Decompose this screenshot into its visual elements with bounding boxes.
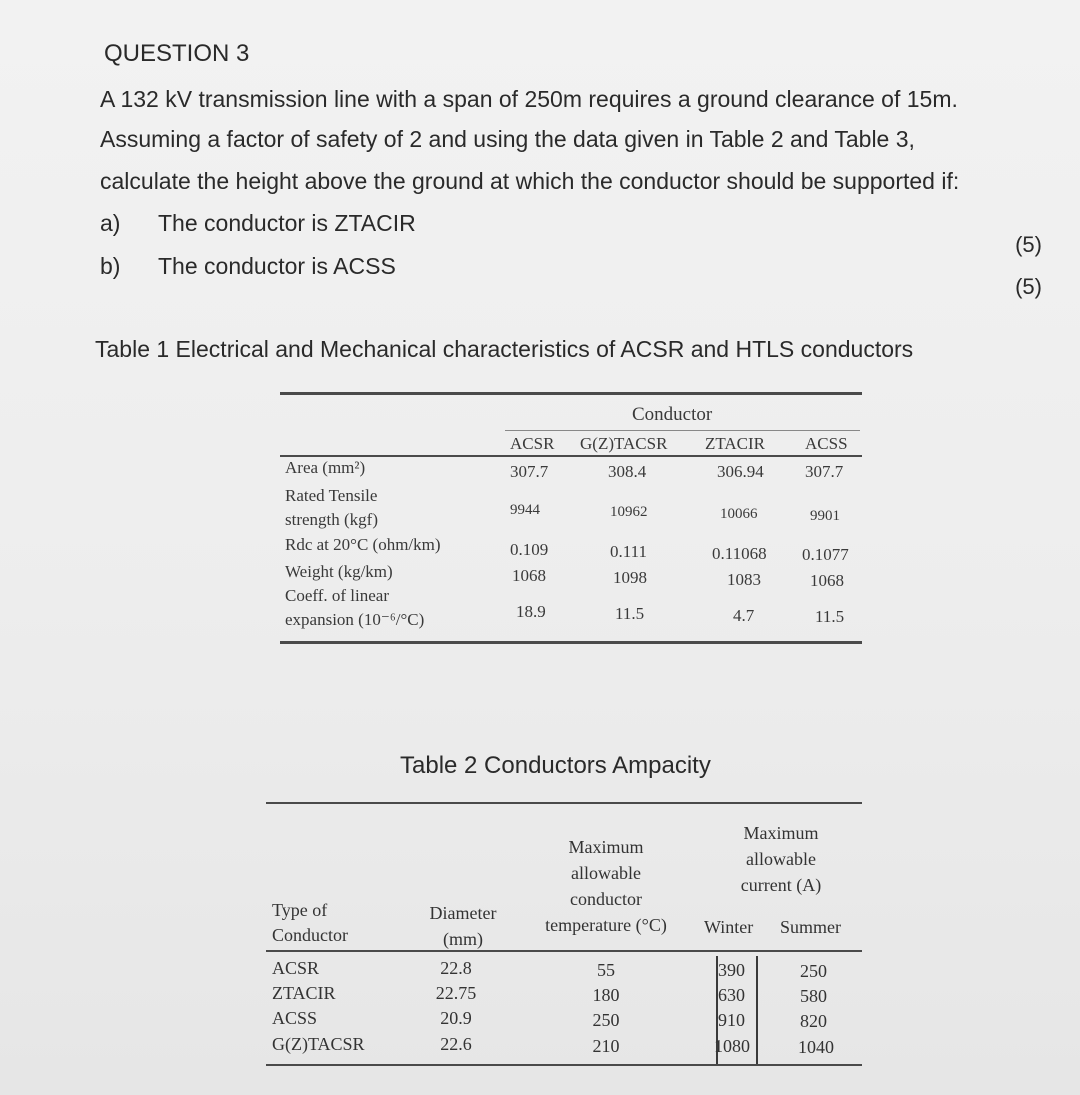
table1-row-label: Weight (kg/km) (285, 562, 393, 581)
table1-cell: 1083 (727, 570, 761, 589)
column-divider (756, 956, 758, 1066)
table1-row-label: expansion (10⁻⁶/°C) (285, 610, 425, 629)
option-marks: (5) (1015, 232, 1042, 257)
table1-row-label: Rated Tensile (285, 486, 378, 505)
question-line: Assuming a factor of safety of 2 and using the data given in Table 2 and Table 3, (100, 126, 915, 152)
table2-cell-diameter: 22.8 (440, 958, 472, 978)
table1-cell: 10066 (720, 506, 758, 522)
option-letter: a) (100, 210, 121, 236)
table2-header-diameter: Diameter (mm) (429, 903, 497, 949)
table2-cell-summer: 580 (800, 986, 827, 1006)
table1-cell: 1068 (512, 566, 546, 585)
table2-cell-type: ACSR (272, 958, 320, 978)
table1-row-label: strength (kgf) (285, 510, 379, 529)
table2-cell-type: ZTACIR (272, 983, 336, 1003)
table2-cell-winter: 910 (718, 1010, 745, 1030)
option-text: The conductor is ZTACIR (158, 210, 416, 236)
table-rule (505, 430, 860, 431)
table2-header-type: Type of Conductor (272, 900, 348, 945)
table1-cell: 308.4 (608, 462, 647, 481)
option-text: The conductor is ACSS (158, 253, 396, 279)
table1-cell: 0.11068 (712, 544, 767, 563)
table2-header-summer: Summer (780, 917, 841, 937)
table2-cell-type: ACSS (272, 1008, 318, 1028)
table2-cell-winter: 1080 (714, 1036, 750, 1056)
table1-cell: 0.111 (610, 542, 647, 561)
table1-col-header: ZTACIR (705, 434, 766, 453)
table2-cell-winter: 390 (718, 960, 745, 980)
table1-cell: 9944 (510, 502, 540, 518)
table1-cell: 0.1077 (802, 545, 849, 564)
table1-col-header: ACSR (510, 434, 555, 453)
table1-row-label: Coeff. of linear (285, 586, 390, 605)
table-rule (280, 392, 862, 395)
question-line: calculate the height above the ground at which the conductor should be supported if: (100, 168, 960, 194)
table1-cell: 11.5 (815, 607, 845, 626)
question-line: A 132 kV transmission line with a span of 250m requires a ground clearance of 15m. (100, 86, 958, 112)
table2-cell-temp: 180 (592, 985, 620, 1005)
table1-row-label: Rdc at 20°C (ohm/km) (285, 535, 441, 554)
table1-cell: 10962 (610, 504, 648, 520)
table1-cell: 1068 (810, 571, 844, 590)
table2-caption: Table 2 Conductors Ampacity (400, 752, 711, 779)
table2-cell-summer: 1040 (798, 1037, 834, 1057)
option-a (100, 210, 416, 237)
table2-header-current: Maximum allowable current (A) (740, 823, 822, 895)
table1-col-header: G(Z)TACSR (580, 434, 668, 453)
question-title: QUESTION 3 (104, 40, 250, 67)
table2-cell-diameter: 22.6 (440, 1034, 472, 1054)
table-rule (266, 802, 862, 804)
option-letter: b) (100, 253, 121, 279)
table2-cell-temp: 55 (597, 960, 615, 980)
table2-header-temperature: Maximum allowable conductor temperature (°C) (545, 837, 667, 935)
table1-cell: 18.9 (516, 602, 546, 621)
table2-cell-summer: 820 (800, 1011, 827, 1031)
table2-cell-temp: 210 (592, 1036, 620, 1056)
table-rule (280, 641, 862, 644)
table1-cell: 307.7 (510, 462, 549, 481)
table2 (266, 800, 862, 1070)
table1-caption: Table 1 Electrical and Mechanical characteristics of ACSR and HTLS conductors (95, 336, 914, 362)
table1 (280, 392, 862, 648)
option-marks: (5) (1015, 274, 1042, 299)
table1-row-label: Area (mm²) (285, 458, 366, 477)
table1-col-header: ACSS (805, 434, 848, 453)
table1-cell: 307.7 (805, 462, 844, 481)
table2-cell-winter: 630 (718, 985, 745, 1005)
option-b (100, 253, 396, 280)
table1-cell: 1098 (613, 568, 647, 587)
table2-header-winter: Winter (704, 917, 754, 937)
table2-cell-diameter: 20.9 (440, 1008, 472, 1028)
table2-cell-type: G(Z)TACSR (272, 1034, 365, 1054)
table1-cell: 4.7 (733, 606, 755, 625)
table1-cell: 0.109 (510, 540, 549, 559)
table1-cell: 306.94 (717, 462, 764, 481)
table2-cell-temp: 250 (592, 1010, 620, 1030)
table1-cell: 9901 (810, 508, 840, 524)
table2-cell-summer: 250 (800, 961, 827, 981)
table1-cell: 11.5 (615, 604, 645, 623)
table-rule (266, 1064, 862, 1066)
table2-cell-diameter: 22.75 (435, 983, 477, 1003)
table-rule (266, 950, 862, 952)
table-rule (280, 455, 862, 457)
table1-group-header: Conductor (632, 404, 713, 425)
